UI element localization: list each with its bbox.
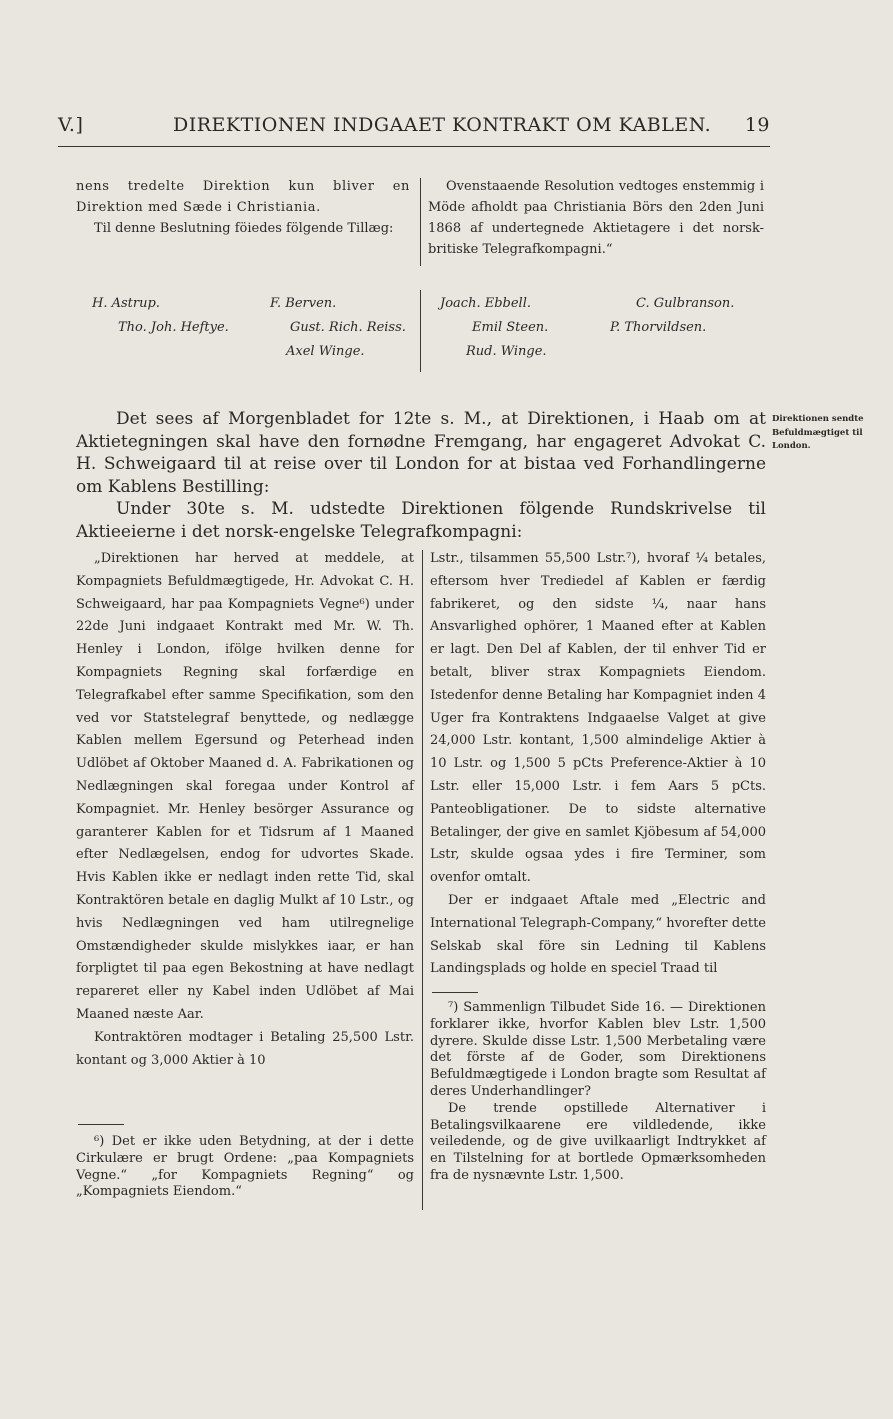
signature: H. Astrup.	[92, 296, 160, 311]
main-text	[76, 408, 766, 543]
top-right-paragraph-1: Ovenstaaende Resolution vedtoges enstemmig i Möde afholdt paa Christiania Börs den 2den Juni 1868 af undertegnede Aktietagere i det norsk-britiske Telegrafkompagni.“	[428, 179, 764, 257]
running-header	[58, 114, 770, 142]
top-left-paragraph-2: Til denne Beslutning föiedes fölgende Tillæg:	[94, 221, 394, 236]
signature: Axel Winge.	[286, 344, 365, 359]
signature: P. Thorvildsen.	[610, 320, 707, 335]
signature: C. Gulbranson.	[636, 296, 735, 311]
lower-left-column	[76, 548, 414, 1072]
signature: Gust. Rich. Reiss.	[290, 320, 406, 335]
top-left-paragraph-1: nens tredelte Direktion kun bliver en Direktion med Sæde i Christiania.	[76, 179, 410, 215]
footnote-7-paragraph-2: De trende opstillede Alternativer i Betalingsvilkaarene ere vildledende, ikke veiledende, og de give uvilkaarligt Indtrykket af en Tilstelning for at bortlede Opmærksomheden fra de nysnævnte Lstr. 1,500.	[430, 1100, 766, 1183]
main-paragraph-2: Under 30te s. M. udstedte Direktionen fölgende Rundskrivelse til Aktieeierne i det norsk-engelske Telegrafkompagni:	[76, 499, 766, 542]
footnote-rule-right	[432, 992, 478, 993]
signature-divider	[420, 290, 421, 372]
lower-right-column	[430, 548, 766, 981]
signature: F. Berven.	[270, 296, 337, 311]
circular-paragraph-2: Kontraktören modtager i Betaling 25,500 Lstr. kontant og 3,000 Aktier à 10	[76, 1029, 414, 1068]
footnote-7-paragraph-1: ⁷) Sammenlign Tilbudet Side 16. — Direktionen forklarer ikke, hvorfor Kablen blev Lstr. 1,500 dyrere. Skulde disse Lstr. 1,500 Merbetaling være det förste af de Goder, som Direktionens Befuldmægtigede i London bragte som Resultat af deres Underhandlinger?	[430, 1000, 766, 1099]
header-rule	[58, 146, 770, 147]
page-number: 19	[744, 114, 770, 136]
page-title: DIREKTIONEN INDGAAET KONTRAKT OM KABLEN.	[173, 114, 712, 136]
circular-paragraph-4: Der er indgaaet Aftale med „Electric and International Telegraph-Company,“ hvorefter dette Selskab skal före sin Ledning til Kablens Landingsplads og holde en speciel Traad til	[430, 892, 766, 977]
section-number: V.]	[58, 114, 84, 136]
signature: Emil Steen.	[472, 320, 549, 335]
margin-note: Direktionen sendte Befuldmægtiget til London.	[772, 414, 864, 451]
signature: Joach. Ebbell.	[440, 296, 531, 311]
footnote-7	[430, 1000, 766, 1185]
signature: Rud. Winge.	[466, 344, 547, 359]
footnote-rule-left	[78, 1124, 124, 1125]
signature: Tho. Joh. Heftye.	[118, 320, 229, 335]
top-left-column	[76, 176, 410, 239]
lower-column-divider	[422, 550, 423, 1210]
footnote-6-text: ⁶) Det er ikke uden Betydning, at der i dette Cirkulære er brugt Ordene: „paa Kompagniets Vegne.“ „for Kompagniets Regning“ og „Kompagniets Eiendom.“	[76, 1134, 414, 1200]
main-paragraph-1: Det sees af Morgenbladet for 12te s. M., at Direktionen, i Haab om at Aktietegningen skal have den fornødne Fremgang, har engageret Advokat C. H. Schweigaard til at reise over til London for at bistaa ved Forhandlingerne om Kablens Bestilling:	[76, 409, 766, 497]
top-right-column	[428, 176, 764, 260]
circular-paragraph-3: Lstr., tilsammen 55,500 Lstr.⁷), hvoraf ¼ betales, eftersom hver Trediedel af Kablen er færdig fabrikeret, og den sidste ¼, naar hans Ansvarlighed ophörer, 1 Maaned efter at Kablen er lagt. Den Del af Kablen, der til enhver Tid er betalt, bliver strax Kompagniets Eiendom. Istedenfor denne Betaling har Kompagniet inden 4 Uger fra Kontraktens Indgaaelse Valget at give 24,000 Lstr. kontant, 1,500 almindelige Aktier à 10 Lstr. og 1,500 5 pCts Preference-Aktier à 10 Lstr. eller 15,000 Lstr. i fem Aars 5 pCts. Panteobligationer. De to sidste alternative Betalinger, der give en samlet Kjöbesum af 54,000 Lstr, skulde ogsaa ydes i fire Terminer, som ovenfor omtalt.	[430, 551, 766, 886]
top-column-divider	[420, 178, 421, 266]
circular-paragraph-1: „Direktionen har herved at meddele, at Kompagniets Befuldmægtigede, Hr. Advokat C. H. Schweigaard, har paa Kompagniets Vegne⁶) under 22de Juni indgaaet Kontrakt med Mr. W. Th. Henley i London, ifölge hvilken denne for Kompagniets Regning skal forfærdige en Telegrafkabel efter samme Specifikation, som den ved vor Statstelegraf benyttede, og nedlægge Kablen mellem Egersund og Peterhead inden Udlöbet af Oktober Maaned d. A. Fabrikationen og Nedlægningen skal foregaa under Kontrol af Kompagniet. Mr. Henley besörger Assurance og garanterer Kablen for et Tidsrum af 1 Maaned efter Nedlægelsen, endog for udvortes Skade. Hvis Kablen ikke er nedlagt inden rette Tid, skal Kontraktören betale en daglig Mulkt af 10 Lstr., og hvis Nedlægningen ved ham utilregnelige Omstændigheder skulde mislykkes iaar, er han forpligtet til paa egen Bekostning at have nedlagt repareret eller ny Kabel inden Udlöbet af Mai Maaned næste Aar.	[76, 551, 414, 1022]
footnote-6	[76, 1134, 414, 1201]
